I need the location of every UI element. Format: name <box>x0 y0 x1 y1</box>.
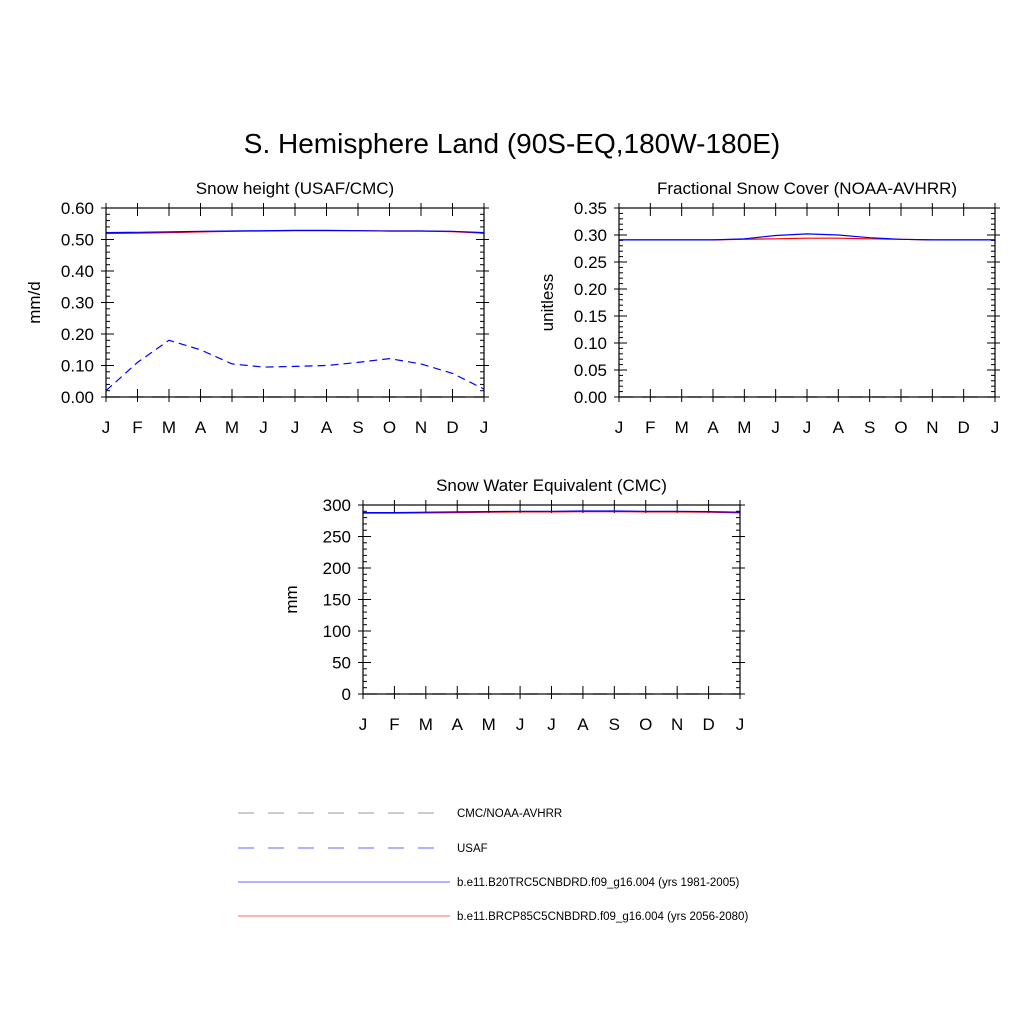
y-tick-label: 0.60 <box>60 199 94 218</box>
y-tick-label: 50 <box>332 653 351 673</box>
x-tick-label: J <box>358 715 368 734</box>
y-tick-label: 0.00 <box>60 388 94 407</box>
x-tick-label: S <box>608 715 621 734</box>
y-tick-label: 0.10 <box>60 356 94 376</box>
x-tick-label: A <box>320 418 333 437</box>
x-tick-label: J <box>290 418 300 437</box>
y-tick-label: 0.40 <box>60 262 94 281</box>
x-tick-label: J <box>515 715 525 734</box>
plot-frame <box>619 208 995 397</box>
x-tick-label: O <box>894 418 908 437</box>
y-tick-label: 0.20 <box>573 280 607 299</box>
y-tick-label: 250 <box>322 527 351 547</box>
y-tick-label: 0.10 <box>573 334 607 353</box>
x-tick-label: J <box>259 418 268 437</box>
x-tick-label: N <box>926 418 939 437</box>
x-tick-label: A <box>707 418 719 437</box>
x-tick-label: D <box>957 418 970 437</box>
x-tick-label: S <box>863 418 876 437</box>
x-tick-label: J <box>479 418 489 437</box>
chart-panel-1 <box>25 179 489 437</box>
x-tick-label: J <box>771 418 780 437</box>
x-tick-label: N <box>414 418 428 437</box>
y-tick-label: 0.15 <box>573 307 607 326</box>
y-tick-label: 0.35 <box>573 199 607 218</box>
y-tick-label: 200 <box>322 559 351 578</box>
y-tick-label: 0.30 <box>60 293 94 313</box>
x-tick-label: N <box>671 715 684 734</box>
x-tick-label: A <box>577 715 589 734</box>
y-tick-label: 0 <box>341 685 351 704</box>
legend-label: b.e11.BRCP85C5CNBDRD.f09_g16.004 (yrs 2056-2080) <box>457 911 749 923</box>
series-line <box>619 234 995 240</box>
series-line <box>106 230 484 232</box>
panel-title: Snow height (USAF/CMC) <box>195 179 395 198</box>
y-axis-label: unitless <box>538 273 557 332</box>
x-tick-label: M <box>674 418 689 437</box>
x-tick-label: M <box>737 418 752 437</box>
x-tick-label: A <box>451 715 463 734</box>
y-tick-label: 0.00 <box>573 388 607 407</box>
plot-frame <box>363 505 740 694</box>
x-tick-label: F <box>645 418 656 437</box>
x-tick-label: D <box>446 418 459 437</box>
x-tick-label: J <box>802 418 812 437</box>
x-tick-label: O <box>382 418 397 437</box>
x-tick-label: O <box>639 715 653 734</box>
y-tick-label: 150 <box>322 590 351 610</box>
figure-title: S. Hemisphere Land (90S-EQ,180W-180E) <box>243 128 781 159</box>
y-axis-label: mm <box>282 585 301 614</box>
panel-title: Snow Water Equivalent (CMC) <box>436 476 667 495</box>
x-tick-label: M <box>224 418 240 437</box>
y-tick-label: 0.30 <box>573 226 607 245</box>
x-tick-label: M <box>161 418 177 437</box>
y-tick-label: 0.20 <box>60 325 94 344</box>
y-tick-label: 300 <box>322 496 351 515</box>
x-tick-label: M <box>418 715 433 734</box>
x-tick-label: J <box>614 418 624 437</box>
plot-frame <box>106 208 484 397</box>
x-tick-label: S <box>352 418 364 437</box>
x-tick-label: A <box>194 418 207 437</box>
panel-title: Fractional Snow Cover (NOAA-AVHRR) <box>656 179 958 198</box>
chart-panel-3 <box>282 476 745 734</box>
x-tick-label: M <box>481 715 496 734</box>
legend <box>238 808 748 923</box>
x-tick-label: J <box>735 715 745 734</box>
x-tick-label: F <box>132 418 143 437</box>
x-tick-label: F <box>389 715 400 734</box>
y-tick-label: 0.05 <box>573 361 607 380</box>
x-tick-label: J <box>547 715 556 734</box>
y-tick-label: 100 <box>322 622 351 641</box>
y-tick-label: 0.25 <box>573 253 607 272</box>
y-axis-label: mm/d <box>25 281 44 324</box>
legend-label: CMC/NOAA-AVHRR <box>457 808 563 820</box>
x-tick-label: J <box>990 418 1000 437</box>
legend-label: USAF <box>457 843 488 855</box>
x-tick-label: D <box>702 715 715 734</box>
chart-panel-2 <box>538 179 1000 437</box>
x-tick-label: J <box>101 418 111 437</box>
series-line <box>106 340 484 390</box>
legend-label: b.e11.B20TRC5CNBDRD.f09_g16.004 (yrs 1981-2005) <box>457 877 740 889</box>
x-tick-label: A <box>832 418 845 437</box>
y-tick-label: 0.50 <box>60 230 94 250</box>
